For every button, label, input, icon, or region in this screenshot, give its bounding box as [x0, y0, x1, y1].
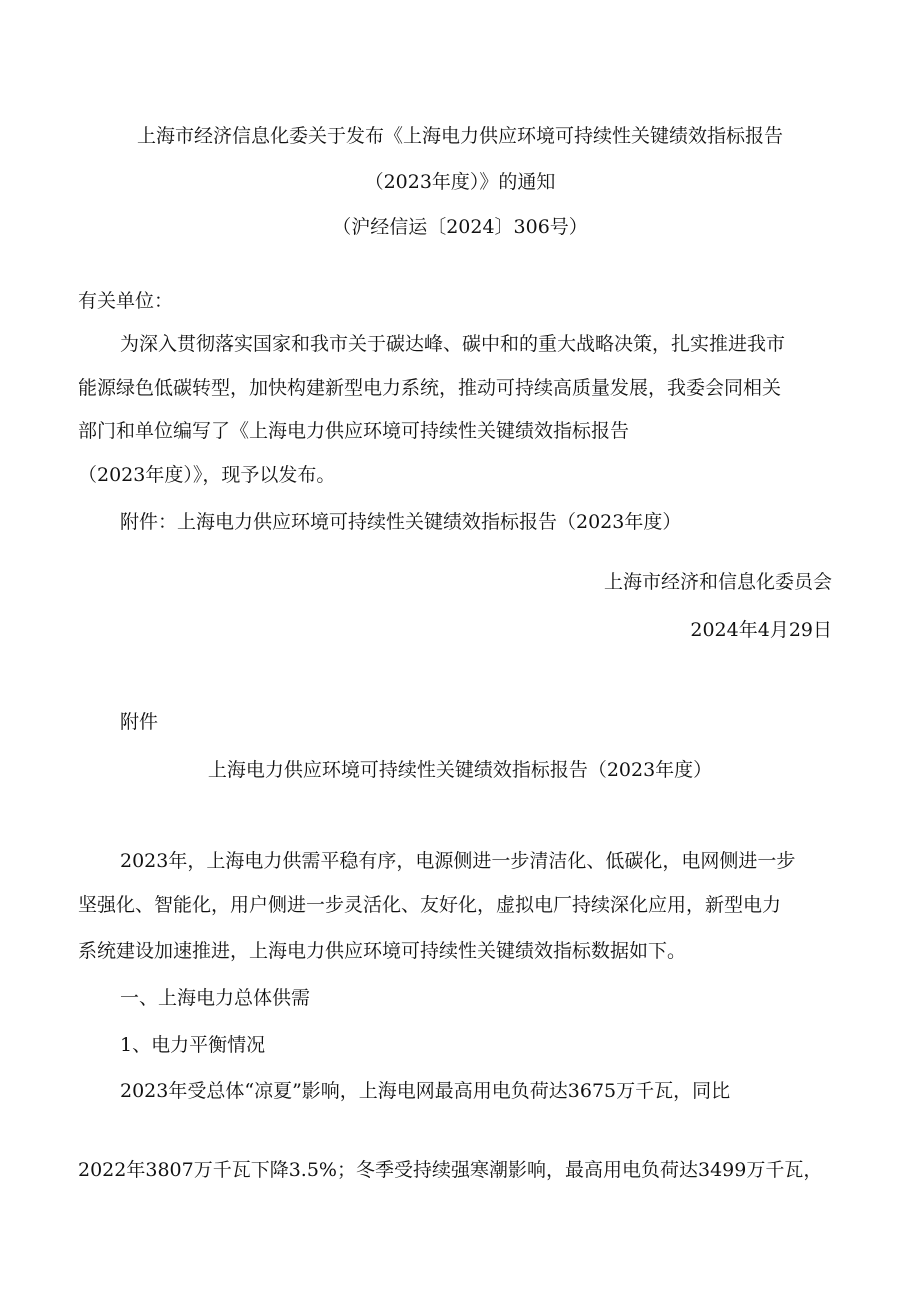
body-paragraph-line: 部门和单位编写了《上海电力供应环境可持续性关键绩效指标报告: [78, 420, 630, 442]
intro-paragraph-line: 坚强化、智能化，用户侧进一步灵活化、友好化，虚拟电厂持续深化应用，新型电力: [78, 894, 782, 916]
intro-paragraph-line: 系统建设加速推进，上海电力供应环境可持续性关键绩效指标数据如下。: [78, 940, 687, 962]
salutation: 有关单位：: [78, 290, 174, 312]
annex-label: 附件: [120, 711, 159, 733]
intro-paragraph-line: 2023年，上海电力供需平稳有序，电源侧进一步清洁化、低碳化，电网侧进一步: [120, 850, 796, 872]
body-paragraph-line: 能源绿色低碳转型，加快构建新型电力系统，推动可持续高质量发展，我委会同相关: [78, 377, 782, 399]
annex-title: 上海电力供应环境可持续性关键绩效指标报告（2023年度）: [207, 759, 713, 781]
attachment-line: 附件：上海电力供应环境可持续性关键绩效指标报告（2023年度）: [120, 511, 682, 533]
body-paragraph-line: （2023年度）》，现予以发布。: [78, 464, 336, 486]
document-title-line2: （2023年度）》的通知: [364, 171, 556, 193]
section-heading: 一、上海电力总体供需: [120, 987, 311, 1009]
subsection-heading: 1、电力平衡情况: [120, 1034, 266, 1056]
document-number: （沪经信运〔2024〕306号）: [332, 216, 588, 238]
body-paragraph-line: 2023年受总体“凉夏”影响，上海电网最高用电负荷达3675万千瓦，同比: [120, 1080, 731, 1102]
issue-date: 2024年4月29日: [690, 619, 832, 641]
body-paragraph-line: 2022年3807万千瓦下降3.5%；冬季受持续强寒潮影响，最高用电负荷达3499万千瓦，: [78, 1159, 823, 1181]
document-title-line1: 上海市经济信息化委关于发布《上海电力供应环境可持续性关键绩效指标报告: [136, 125, 783, 147]
body-paragraph-line: 为深入贯彻落实国家和我市关于碳达峰、碳中和的重大战略决策，扎实推进我市: [120, 333, 786, 355]
signatory: 上海市经济和信息化委员会: [603, 571, 832, 593]
